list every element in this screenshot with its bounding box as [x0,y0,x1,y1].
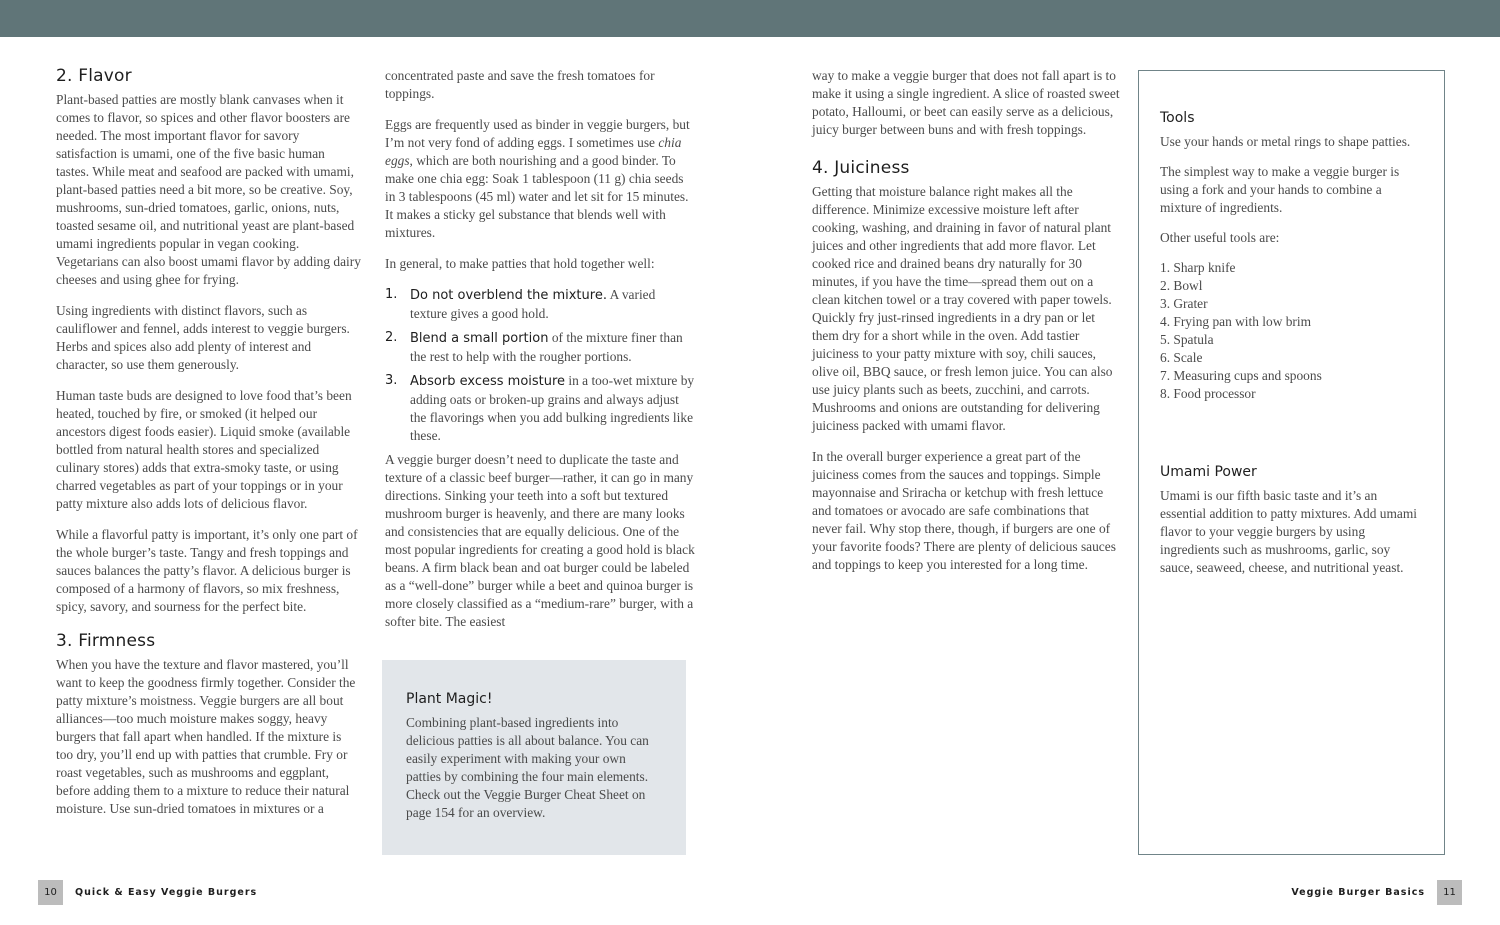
left-column-2 [385,67,695,644]
paragraph: In the overall burger experience a great part of the juiciness comes from the sauces and toppings. Simple mayonnaise and Sriracha or ketchup with fresh lettuce and tomatoes or avocado are safe combinations that never fail. Why stop there, though, if burgers are one of your favorite foods? There are plenty of delicious sauces and toppings to keep you interested for a long time. [812,449,1116,572]
list-item: 7. Measuring cups and spoons [1160,368,1322,383]
umami-text: Umami is our fifth basic taste and it’s an essential addition to patty mixtures. Add umami flavor to your veggie burgers by using ingredients such as mushrooms, garlic, soy sauce, seaweed, cheese, and nutritional yeast. [1160,488,1417,575]
paragraph: concentrated paste and save the fresh tomatoes for toppings. [385,68,655,101]
tools-box [1138,70,1445,855]
running-title: Quick & Easy Veggie Burgers [75,887,258,898]
section-heading-juiciness: 4. Juiciness [812,158,910,178]
paragraph: Using ingredients with distinct flavors, such as cauliflower and fennel, adds interest to veggie burgers. Herbs and spices also add plenty of interest and character, so use them generously. [56,303,350,372]
paragraph: The simplest way to make a veggie burger is using a fork and your hands to combine a mixture of ingredients. [1160,164,1400,215]
plant-magic-title: Plant Magic! [406,691,493,707]
paragraph: Eggs are frequently used as binder in veggie burgers, but I’m not very fond of adding eggs. I sometimes use chia eggs, which are both nourishing and a good binder. To make one chia egg: Soak 1 tablespoon (11 g) chia seeds in 3 tablespoons (45 ml) water and let sit for 15 minutes. It makes a sticky gel substance that blends well with mixtures. [385,117,690,240]
paragraph: Getting that moisture balance right makes all the difference. Minimize excessive moisture left after cooking, washing, and draining in favor of natural plant juices and other ingredients that add more flavor. Let cooked rice and drained beans dry naturally for 30 minutes, if you have the time—spread them out on a clean kitchen towel or a tray covered with paper towels. Quickly fry just-rinsed ingredients in a dry pan or let them dry for a short while in the oven. Add tastier juiciness to your patty mixture with soy, chili sauces, olive oil, BBQ sauce, or fresh lemon juice. You can also use juicy plants such as beets, zucchini, and carrots. Mushrooms and onions are outstanding for delivering juiciness packed with umami flavor. [812,184,1113,433]
running-title: Veggie Burger Basics [1291,887,1425,898]
paragraph: way to make a veggie burger that does not fall apart is to make it using a single ingredient. A slice of roasted sweet potato, Halloumi, or beet can easily serve as a delicious, juicy burger between buns and with fresh toppings. [812,68,1120,137]
paragraph: Human taste buds are designed to love food that’s been heated, touched by fire, or smoked (it helped our ancestors digest foods easier). Liquid smoke (available bottled from natural health stores and specialized culinary stores) adds that extra-smoky taste, or using charred vegetables as part of your toppings or in your patty mixture also adds lots of delicious flavor. [56,388,352,511]
list-item: 6. Scale [1160,350,1203,365]
list-item: 1. Sharp knife [1160,260,1236,275]
list-item: 5. Spatula [1160,332,1214,347]
section-heading-flavor: 2. Flavor [56,66,132,86]
paragraph: While a flavorful patty is important, it’s only one part of the whole burger’s taste. Tangy and fresh toppings and sauces balances the patty’s flavor. A delicious burger is composed of a harmony of flavors, so mix freshness, spicy, savory, and sourness for the perfect bite. [56,527,358,614]
tools-title: Tools [1160,110,1195,126]
plant-magic-box [382,660,686,855]
page-number: 11 [1437,880,1462,905]
paragraph: When you have the texture and flavor mastered, you’ll want to keep the goodness firmly together. Consider the patty mixture’s moistness. Veggie burgers are all bout alliances—too much moisture makes soggy, heavy burgers that fall apart when handled. If the mixture is too dry, you’ll end up with patties that crumble. Fry or roast vegetables, such as mushrooms and eggplant, before adding them to a mixture to reduce their natural moisture. Use sun-dried tomatoes in mixtures or a [56,657,356,816]
footer-right [1291,880,1462,905]
paragraph: Plant-based patties are mostly blank canvases when it comes to flavor, so spices and other flavor boosters are needed. The most important flavor for savory satisfaction is umami, one of the five basic human tastes. While meat and seafood are packed with umami, plant-based patties need a bit more, so be creative. Soy, mushrooms, sun-dried tomatoes, garlic, onions, nuts, toasted sesame oil, and nutritional yeast are plant-based umami ingredients popular in vegan cooking. Vegetarians can also boost umami flavor by adding dairy cheeses and using ghee for frying. [56,92,361,287]
list-item: 2. Blend a small portion of the mixture finer than the rest to help with the rougher portions. [385,330,683,364]
umami-title: Umami Power [1160,464,1257,480]
tools-list [1160,259,1424,403]
paragraph: Other useful tools are: [1160,230,1280,245]
paragraph: Use your hands or metal rings to shape patties. [1160,134,1411,149]
plant-magic-text: Combining plant-based ingredients into delicious patties is all about balance. You can easily experiment with making your own patties by combining the four main elements. Check out the Veggie Burger Cheat Sheet on page 154 for an overview. [406,715,649,820]
list-item: 3. Grater [1160,296,1208,311]
list-item: 1. Do not overblend the mixture. A varied texture gives a good hold. [385,287,656,321]
section-heading-firmness: 3. Firmness [56,631,156,651]
list-item: 4. Frying pan with low brim [1160,314,1312,329]
list-item: 3. Absorb excess moisture in a too-wet mixture by adding oats or broken-up grains and always adjust the flavorings when you add bulking ingredients like these. [385,373,695,443]
list-item: 8. Food processor [1160,386,1256,401]
right-column-1 [812,67,1122,587]
list-item: 2. Bowl [1160,278,1203,293]
footer-left [38,880,257,905]
header-bar [0,0,1500,37]
page-number: 10 [38,880,63,905]
paragraph: In general, to make patties that hold together well: [385,256,655,271]
left-column-1 [56,67,361,831]
emphasis: chia eggs [385,135,682,168]
steps-list [385,286,695,445]
paragraph: A veggie burger doesn’t need to duplicate the taste and texture of a classic beef burger—rather, it can go in many directions. Sinking your teeth into a soft but textured mushroom burger is heavenly, and there are many looks and consistencies that are equally delicious. One of the most popular ingredients for creating a good hold is black beans. A firm black bean and oat burger could be labeled as a “well-done” burger while a beet and quinoa burger is more closely classified as a “medium-rare” burger, with a softer bite. The easiest [385,452,695,629]
